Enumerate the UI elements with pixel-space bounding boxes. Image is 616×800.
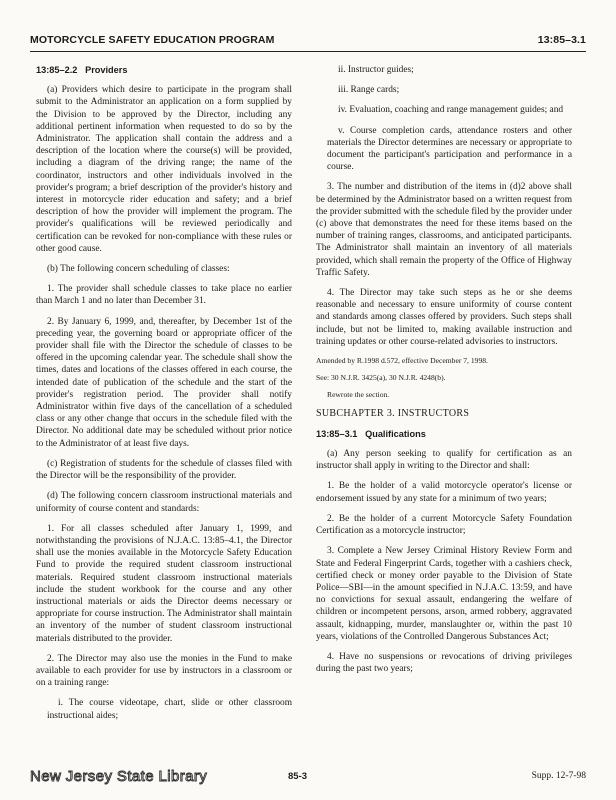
qualifications-paragraph-a: (a) Any person seeking to qualify for certification as an instructor shall apply in writing to the Director and shall:: [316, 449, 572, 472]
history-note-rewrote: Rewrote the section.: [327, 390, 390, 400]
qualification-item-1: 1. Be the holder of a valid motorcycle operator's license or endorsement issued by any state for a minimum of two years;: [316, 481, 572, 504]
qualification-item-4: 4. Have no suspensions or revocations of driving privileges during the past two years;: [316, 651, 572, 675]
qualification-item-3: 3. Complete a New Jersey Criminal History Review Form and State and Federal Fingerprint Cards, together with a cashiers check, certified check or money order payable to the Division of State Police—SBI—in the amount specified in N.J.A.C. 13:59, and have no convictions for sexual assault, endangering the welfare of children or incompetent persons, arson, armed robbery, aggravated assault, kidnapping, murder, manslaughter or, within the past 10 years, violations of the Controlled Dangerous Substances Act;: [316, 546, 572, 642]
running-head-title: MOTORCYCLE SAFETY EDUCATION PROGRAM: [30, 34, 275, 46]
history-note-see: See: 30 N.J.R. 3425(a), 30 N.J.R. 4248(b).: [316, 373, 446, 383]
paragraph-d2-i: i. The course videotape, chart, slide or other classroom instructional aides;: [47, 698, 292, 721]
library-watermark: New Jersey State Library: [30, 768, 208, 785]
section-number: 13:85–2.2: [36, 65, 78, 75]
section-title: Qualifications: [365, 428, 426, 439]
paragraph-a: (a) Providers which desire to participate in the program shall submit to the Administrator an application on a form supplied by the Division to be approved by the Director, including any additional pertinent information when requested to do so by the Administrator. The application shall contain the address and a description of the location where the course(s) will be provided, including a diagram of the driving range; the name of the coordinator, instructors and other individuals involved in the provider's program; a brief description of the provider's history and interest in motorcycle rider education and safety; and a brief description of how the provider will implement the program. The provider's qualifications will be reviewed periodically and certification can be revoked for non-compliance with these rules or other good cause.: [36, 85, 292, 254]
right-column: [316, 64, 572, 683]
running-head: [30, 34, 586, 46]
paragraph-b1: 1. The provider shall schedule classes to take place no earlier than March 1 and no later than December 31.: [36, 284, 292, 307]
paragraph-d2: 2. The Director may also use the monies in the Fund to make available to each provider for use by instructors in a classroom or on a training range:: [36, 653, 292, 689]
section-number: 13:85–3.1: [316, 428, 358, 439]
subchapter-heading: SUBCHAPTER 3. INSTRUCTORS: [316, 407, 470, 419]
paragraph-d: (d) The following concern classroom instructional materials and uniformity of course content and standards:: [36, 491, 292, 514]
history-note-amended: Amended by R.1998 d.572, effective December 7, 1998.: [316, 356, 488, 366]
qualification-item-2: 2. Be the holder of a current Motorcycle Safety Foundation Certification as a motorcycle instructor;: [316, 513, 572, 537]
supplement-date: Supp. 12-7-98: [531, 771, 586, 781]
item-ii: ii. Instructor guides;: [338, 65, 414, 75]
section-heading-3-1: [316, 428, 572, 440]
header-rule: [30, 51, 586, 52]
paragraph-c: (c) Registration of students for the schedule of classes filed with the Director will be the responsibility of the provider.: [36, 458, 292, 482]
paragraph-d1: 1. For all classes scheduled after January 1, 1999, and notwithstanding the provisions of N.J.A.C. 13:85–4.1, the Director shall use the monies available in the Motorcycle Safety Education Fund to provide the required student classroom instructional materials. Required student classroom instructional materials include the student workbook for the course and any other instructional materials or aids the Director deems necessary or appropriate for course instruction. The Administrator shall maintain an inventory of the number of student classroom instructional materials distributed to the provider.: [36, 523, 292, 644]
running-head-section: 13:85–3.1: [537, 34, 586, 46]
paragraph-b2: 2. By January 6, 1999, and, thereafter, by December 1st of the preceding year, the governing board or appropriate officer of the provider shall file with the Director the schedule of classes to be offered in the upcoming calendar year. The schedule shall show the times, dates and locations of the classes offered in each course, the intended date of publication of the schedule and the start of the provider's registration period. The provider shall notify Administrator within five days of the cancellation of a scheduled class or any other change that occurs in the schedule filed with the Director. No additional date may be scheduled without prior notice to the Administrator of at least five days.: [36, 316, 292, 449]
paragraph-3: 3. The number and distribution of the items in (d)2 above shall be determined by the Administrator based on a written request from the provider submitted with the schedule filed by the provider under (c) above that demonstrates the need for these items based on the number of training ranges, classrooms, and anticipated participants. The Administrator shall maintain an inventory of all materials provided, which shall remain the property of the Office of Highway Traffic Safety.: [316, 182, 572, 278]
section-title: Providers: [85, 65, 128, 75]
paragraph-4: 4. The Director may take such steps as he or she deems reasonable and necessary to ensure uniformity of course content and standards among classes offered by providers. Such steps shall include, but not be limited to, making available instruction and training updates or other course-related advisories to instructors.: [316, 288, 572, 347]
item-iv: iv. Evaluation, coaching and range management guides; and: [338, 105, 564, 116]
item-v: v. Course completion cards, attendance rosters and other materials the Director determines are necessary or appropriate to document the participant's participation and performance in a course.: [327, 125, 572, 173]
item-iii: iii. Range cards;: [338, 85, 400, 96]
left-column: [36, 64, 292, 730]
page-number: 85-3: [288, 771, 308, 782]
section-heading-2-2: [36, 64, 292, 76]
page-footer: [30, 768, 586, 792]
paragraph-b: (b) The following concern scheduling of classes:: [47, 264, 230, 275]
